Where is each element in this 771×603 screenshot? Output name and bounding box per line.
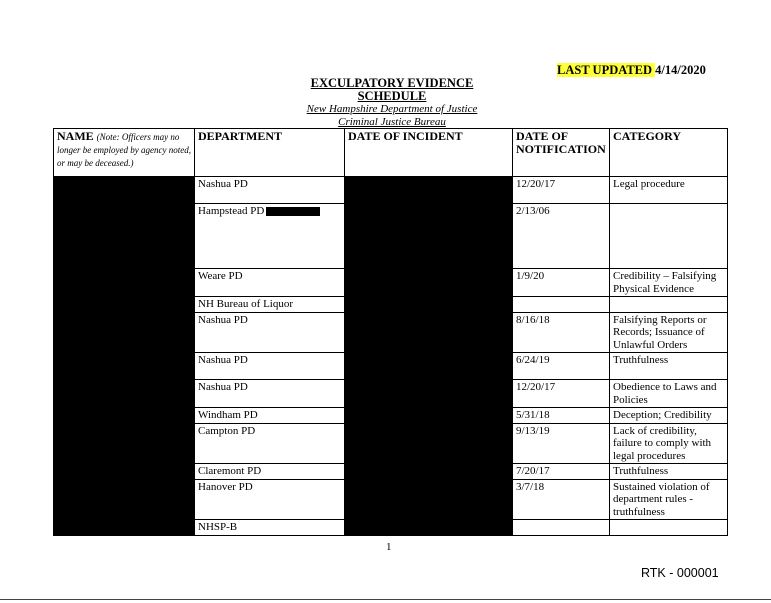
inline-redaction xyxy=(266,207,320,216)
header-date-of-notification: DATE OF NOTIFICATION xyxy=(513,129,610,177)
table-header-row xyxy=(54,129,728,177)
notification-date-cell: 3/7/18 xyxy=(513,479,610,520)
department-cell: Nashua PD xyxy=(195,177,345,204)
category-cell: Sustained violation of department rules - truthfulness xyxy=(610,479,728,520)
header-date-of-incident: DATE OF INCIDENT xyxy=(345,129,513,177)
category-cell: Credibility – Falsifying Physical Evidence xyxy=(610,269,728,297)
notification-date-cell: 8/16/18 xyxy=(513,312,610,353)
header-category: CATEGORY xyxy=(610,129,728,177)
notification-date-cell: 2/13/06 xyxy=(513,204,610,269)
category-cell: Truthfulness xyxy=(610,353,728,380)
notification-date-cell xyxy=(513,520,610,536)
document-title: EXCULPATORY EVIDENCE SCHEDULE xyxy=(310,76,474,103)
department-cell: Weare PD xyxy=(195,269,345,297)
page-bottom-divider xyxy=(0,599,771,600)
department-cell: NH Bureau of Liquor xyxy=(195,297,345,313)
notification-date-cell: 12/20/17 xyxy=(513,177,610,204)
header-department: DEPARTMENT xyxy=(195,129,345,177)
category-cell: Deception; Credibility xyxy=(610,408,728,424)
redacted-incident-dates xyxy=(345,177,513,536)
department-cell: Campton PD xyxy=(195,423,345,464)
notification-date-cell: 5/31/18 xyxy=(513,408,610,424)
category-cell: Lack of credibility, failure to comply with legal procedures xyxy=(610,423,728,464)
table-row xyxy=(54,177,728,204)
bates-number: RTK - 000001 xyxy=(641,566,719,580)
exculpatory-evidence-table xyxy=(53,128,728,536)
document-subtitle-bureau: Criminal Justice Bureau xyxy=(338,116,446,128)
category-cell xyxy=(610,520,728,536)
header-name xyxy=(54,129,195,177)
category-cell xyxy=(610,204,728,269)
last-updated-label: LAST UPDATED xyxy=(557,63,656,77)
department-cell: Claremont PD xyxy=(195,464,345,480)
department-cell: Windham PD xyxy=(195,408,345,424)
last-updated xyxy=(557,63,706,78)
department-text: Hampstead PD xyxy=(198,205,265,217)
category-cell: Truthfulness xyxy=(610,464,728,480)
department-cell: Hanover PD xyxy=(195,479,345,520)
header-name-note: (Note: Officers may no longer be employed by agency noted, or may be deceased.) xyxy=(57,132,191,168)
notification-date-cell: 1/9/20 xyxy=(513,269,610,297)
category-cell: Obedience to Laws and Policies xyxy=(610,380,728,408)
department-cell xyxy=(195,204,345,269)
notification-date-cell xyxy=(513,297,610,313)
document-header xyxy=(282,77,502,129)
department-cell: Nashua PD xyxy=(195,380,345,408)
redacted-names xyxy=(54,177,195,536)
notification-date-cell: 7/20/17 xyxy=(513,464,610,480)
last-updated-date: 4/14/2020 xyxy=(655,63,706,77)
notification-date-cell: 12/20/17 xyxy=(513,380,610,408)
department-cell: Nashua PD xyxy=(195,353,345,380)
department-cell: NHSP-B xyxy=(195,520,345,536)
category-cell: Falsifying Reports or Records; Issuance of Unlawful Orders xyxy=(610,312,728,353)
notification-date-cell: 9/13/19 xyxy=(513,423,610,464)
page-number: 1 xyxy=(386,541,392,553)
document-subtitle-department: New Hampshire Department of Justice xyxy=(306,103,478,115)
notification-date-cell: 6/24/19 xyxy=(513,353,610,380)
header-name-label: NAME xyxy=(57,129,94,143)
category-cell xyxy=(610,297,728,313)
category-cell: Legal procedure xyxy=(610,177,728,204)
department-cell: Nashua PD xyxy=(195,312,345,353)
